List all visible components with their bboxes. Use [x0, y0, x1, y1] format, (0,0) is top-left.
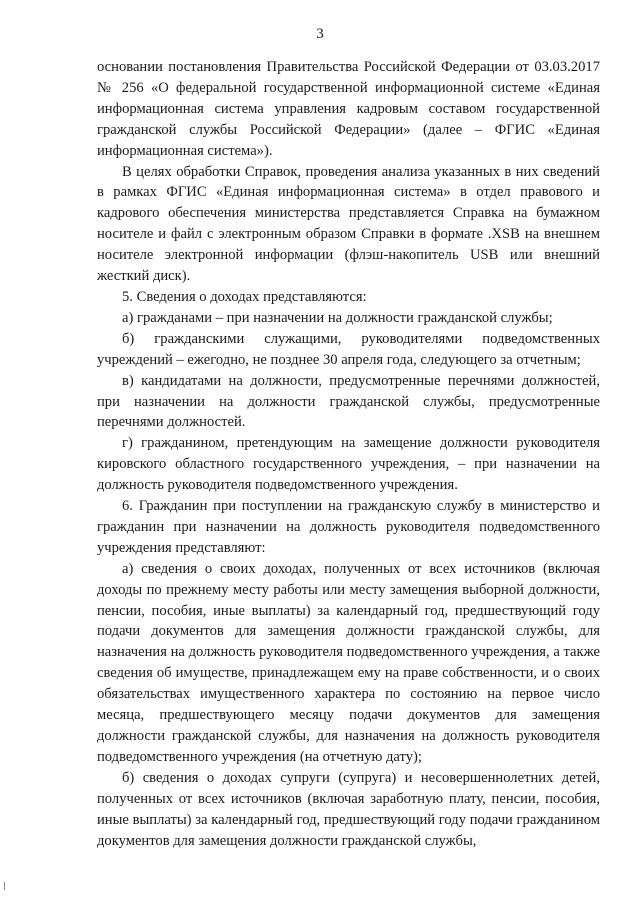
- document-body: [97, 57, 600, 851]
- paragraph-item-6b: б) сведения о доходах супруги (супруга) и несовершеннолетних детей, полученных от всех источников (включая заработную плату, пенсии, пособия, иные выплаты) за календарный год, предшествующий году подачи гражданином документов для замещения должности гражданской службы,: [97, 769, 600, 849]
- paragraph-item-5v: в) кандидатами на должности, предусмотренные перечнями должностей, при назначении на должности гражданской службы, предусмотренные перечнями должностей.: [97, 372, 600, 431]
- paragraph-intro-continuation: основании постановления Правительства Российской Федерации от 03.03.2017 № 256 «О федеральной государственной информационной системе «Единая информационная система управления кадровым составом государственной гражданской службы Российской Федерации» (далее – ФГИС «Единая информационная система»).: [97, 59, 600, 159]
- page-number: 3: [316, 26, 324, 42]
- paragraph-item-5: 5. Сведения о доходах представляются:: [122, 288, 367, 305]
- paragraph-item-5g: г) гражданином, претендующим на замещение должности руководителя кировского областного государственного учреждения, – при назначении на должность руководителя подведомственного учреждения.: [97, 435, 600, 494]
- paragraph-processing: В целях обработки Справок, проведения анализа указанных в них сведений в рамках ФГИС «Единая информационная система» в отдел правового и кадрового обеспечения министерства представляется Справка на бумажном носителе и файл с электронным образом Справки в формате .XSB на внешнем носителе электронной информации (флэш-накопитель USB или внешний жесткий диск).: [97, 163, 600, 285]
- paragraph-item-5b: б) гражданскими служащими, руководителями подведомственных учреждений – ежегодно, не позднее 30 апреля года, следующего за отчетным;: [97, 330, 600, 368]
- paragraph-item-6: 6. Гражданин при поступлении на гражданскую службу в министерство и гражданин при назначении на должность руководителя подведомственного учреждения представляют:: [97, 498, 600, 556]
- scan-artifact-mark: [4, 882, 5, 890]
- paragraph-item-5a: а) гражданами – при назначении на должности гражданской службы;: [122, 309, 553, 326]
- paragraph-item-6a: а) сведения о своих доходах, полученных от всех источников (включая доходы по прежнему месту работы или месту замещения выборной должности, пенсии, пособия, иные выплаты) за календарный год, предшествующий году подачи документов для замещения должности гражданской службы, для назначения на должность руководителя подведомственного учреждения, а также сведения об имуществе, принадлежащем ему на праве собственности, и о своих обязательствах имущественного характера по состоянию на первое число месяца, предшествующего месяцу подачи документов для замещения должности гражданской службы, для назначения на должность руководителя подведомственного учреждения (на отчетную дату);: [97, 560, 600, 765]
